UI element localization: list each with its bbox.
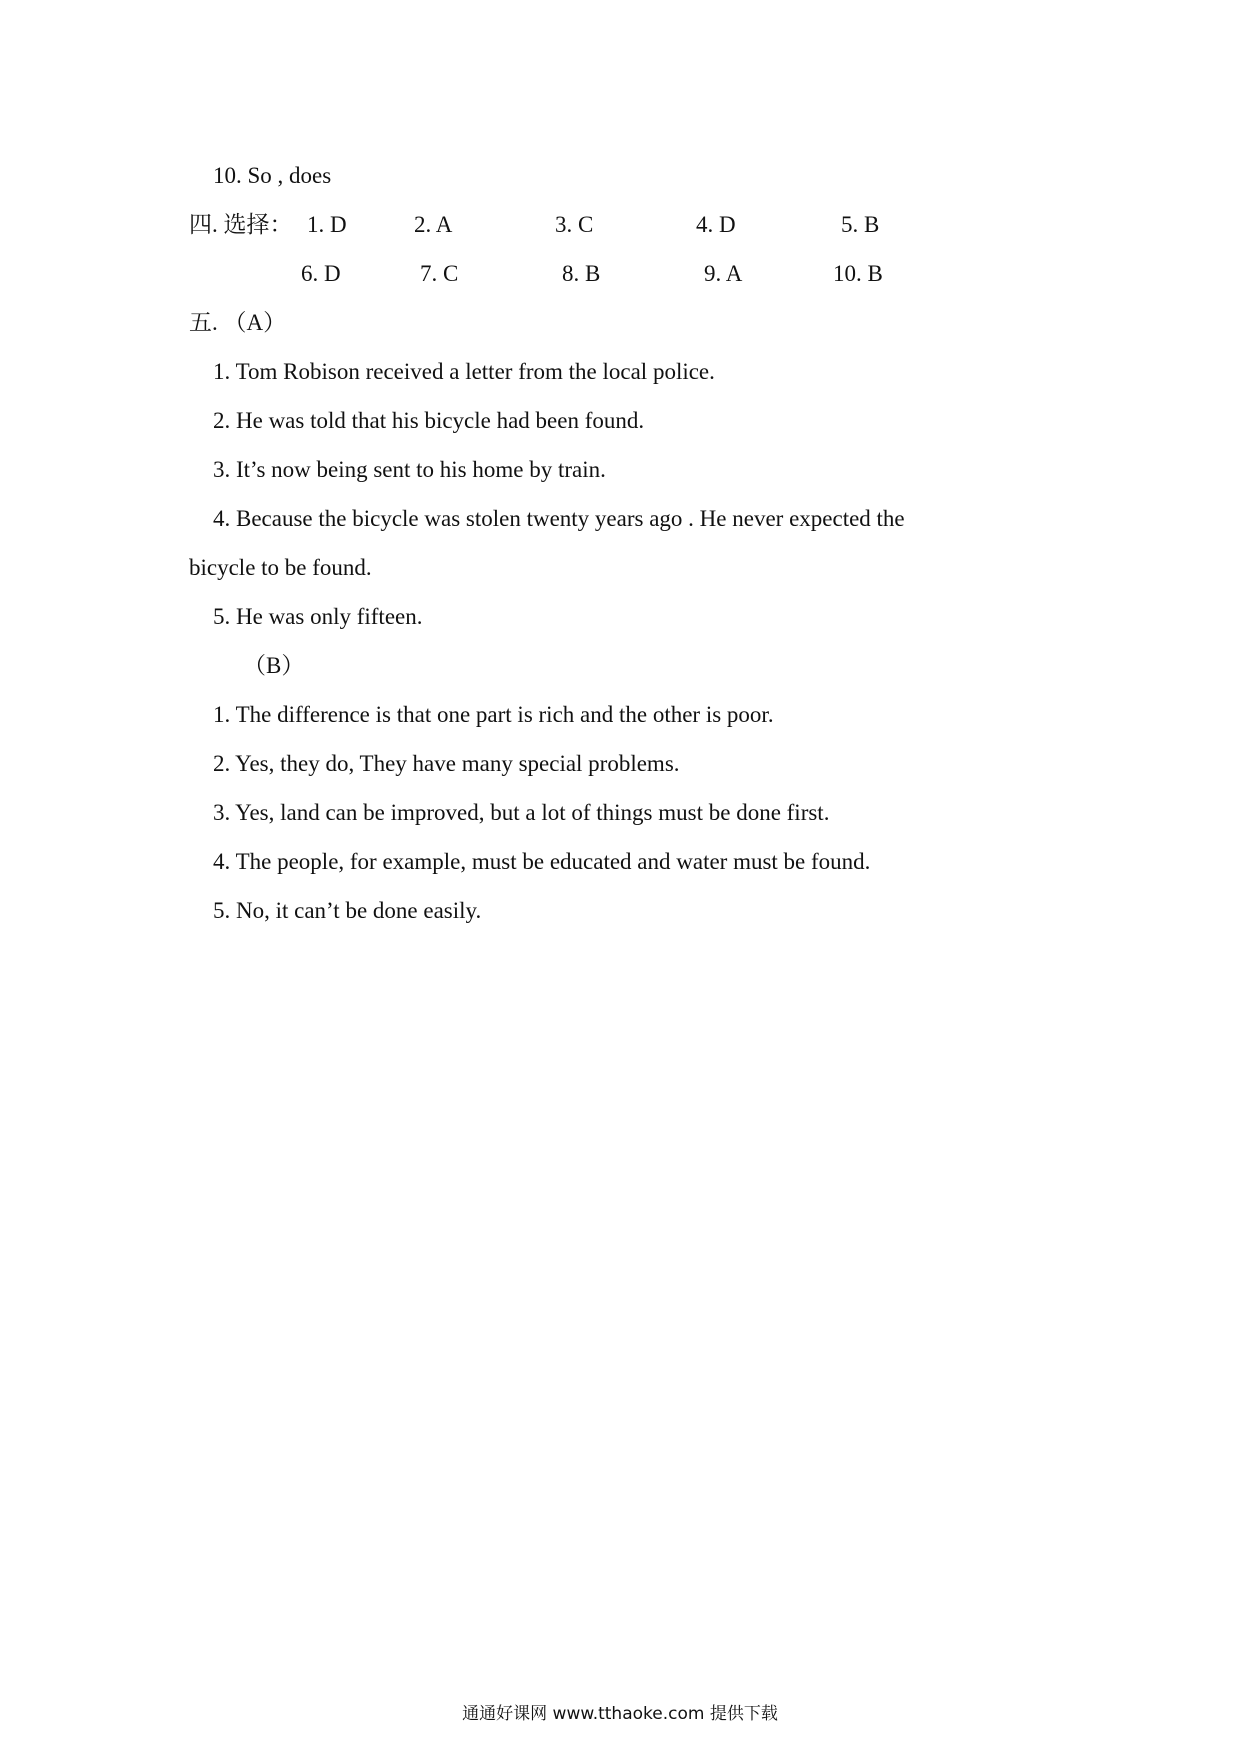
answer-line-10-so-does: 10. So , does [213,163,332,188]
choice-answer: 3. C [555,212,594,237]
page-footer: 通通好课网 www.tthaoke.com 提供下载 [462,1704,778,1724]
part-b-answer: 1. The difference is that one part is rich and the other is poor. [213,702,774,727]
section-5-heading: 五. （A） [189,310,287,335]
choice-answer: 8. B [562,261,601,286]
part-a-answer: 3. It’s now being sent to his home by train. [213,457,606,482]
part-b-heading: （B） [243,653,305,678]
choice-answer: 10. B [833,261,883,286]
choice-answer: 5. B [841,212,880,237]
choice-answer: 2. A [414,212,453,237]
choice-answer: 7. C [420,261,459,286]
part-a-answer-continuation: bicycle to be found. [189,555,372,580]
choice-answer: 9. A [704,261,743,286]
part-a-answer: 1. Tom Robison received a letter from the local police. [213,359,715,384]
choice-answer: 6. D [301,261,341,286]
part-a-answer: 2. He was told that his bicycle had been found. [213,408,645,433]
choice-answer: 4. D [696,212,736,237]
section-4-heading: 四. 选择： [189,212,293,237]
choice-answer: 1. D [307,212,347,237]
part-b-answer: 4. The people, for example, must be educated and water must be found. [213,849,871,874]
part-a-answer: 5. He was only fifteen. [213,604,423,629]
part-a-answer: 4. Because the bicycle was stolen twenty years ago . He never expected the [213,506,905,531]
part-b-answer: 5. No, it can’t be done easily. [213,898,482,923]
part-b-answer: 2. Yes, they do, They have many special problems. [213,751,680,776]
part-b-answer: 3. Yes, land can be improved, but a lot of things must be done first. [213,800,830,825]
